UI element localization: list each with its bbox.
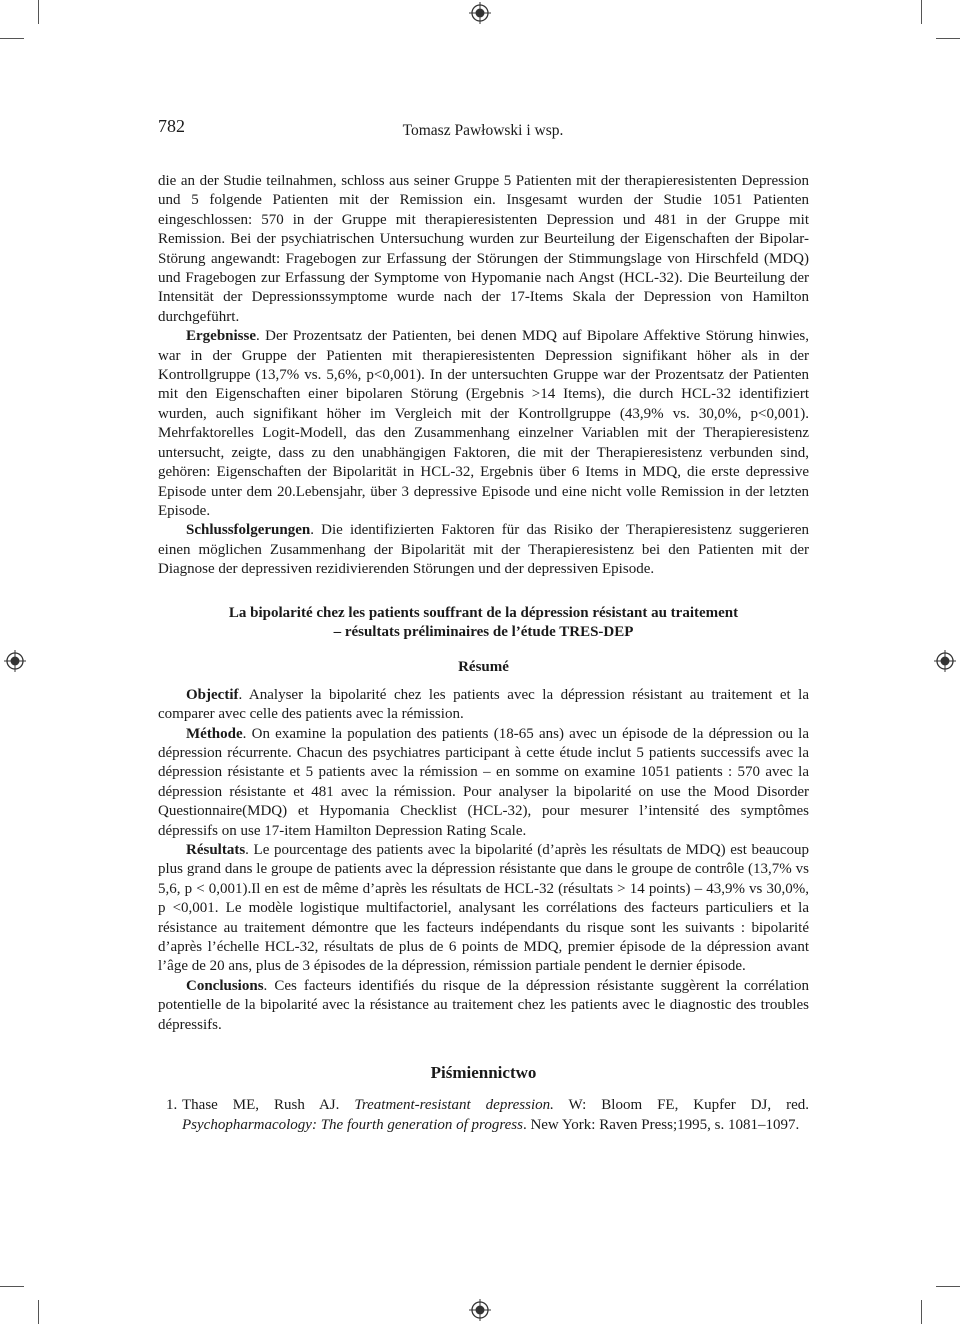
registration-target-icon <box>469 2 491 24</box>
title-line: – résultats préliminaires de l’étude TRES-DEP <box>333 623 634 640</box>
resume-heading: Résumé <box>458 659 509 676</box>
registration-target-icon <box>469 1299 491 1321</box>
registration-target-icon <box>934 650 956 672</box>
section-label: Résultats <box>186 842 246 858</box>
crop-mark <box>936 1286 960 1287</box>
german-paragraph-results <box>158 327 809 521</box>
references-list <box>158 1096 809 1135</box>
crop-mark <box>38 0 39 24</box>
crop-mark <box>921 1300 922 1324</box>
crop-mark <box>936 38 960 39</box>
crop-mark <box>38 1300 39 1324</box>
reference-publisher: . New York: Raven Press;1995, s. 1081–1097. <box>522 1116 800 1133</box>
section-label: Méthode <box>186 725 243 742</box>
reference-item <box>158 1096 809 1135</box>
section-label: Ergebnisse <box>186 328 257 345</box>
paragraph-text: . On examine la population des patients (18-65 ans) avec un épisode de la dépression ou la dépression récurrente. Chacun des psychiatres participant à cette étude inclut 5 patients successifs avec la dépression résistante et 5 patients avec la rémission – en somme on examine 1051 patients : 570 avec la dépression résistante et 481 avec la rémission. Pour analyser la bipolarité on use the Mood Disorder Questionnaire(MDQ) et Hypomania Checklist (HCL-32), pour mesurer l’intensité des symptômes dépressifs on use 17-item Hamilton Depression Rating Scale. <box>158 725 809 839</box>
french-paragraph-objectif <box>158 686 809 725</box>
section-label: Objectif <box>186 686 239 703</box>
section-label: Schlussfolgerungen <box>186 522 311 539</box>
reference-number: 1. <box>166 1097 178 1114</box>
reference-title: Treatment-resistant depression. <box>354 1097 554 1114</box>
paragraph-text: . Ces facteurs identifiés du risque de la dépression résistante suggèrent la corrélation potentielle de la bipolarité avec la résistance au traitement chez les patients avec le diagnostic des troubles dépressifs. <box>158 977 809 1033</box>
crop-mark <box>0 1286 24 1287</box>
section-label: Conclusions <box>186 977 264 994</box>
page-header <box>158 116 808 146</box>
crop-mark <box>921 0 922 24</box>
paragraph-text: . Le pourcentage des patients avec la bipolarité (d’après les résultats de MDQ) est beaucoup plus grand dans le groupe de patients avec la dépression résistante que dans le groupe de contrôle (13,7% vs 5,6, p < 0,001).Il en est de même d’après les résultats de HCL-32 (résultats > 14 points) – 43,9% vs 30,0%, p <0,001. Le modèle logistique multifactoriel, analysant les corrélations des facteurs particuliers et la résistance au traitement démontre que les facteurs indépendants du risque sont les suivants : bipolarité d’après l’échelle HCL-32, résultats de plus de 6 points de MDQ, premier épisode de la dépression avant l’âge de 20 ans, plus de 3 épisodes de la dépression, rémission partiale pendent le dernier épisode. <box>158 842 809 975</box>
crop-mark <box>0 38 24 39</box>
german-paragraph-conclusions <box>158 521 809 579</box>
reference-authors: Thase ME, Rush AJ. <box>182 1097 355 1114</box>
references-heading: Piśmiennictwo <box>430 1063 537 1083</box>
running-head: Tomasz Pawłowski i wsp. <box>402 122 564 139</box>
title-line: La bipolarité chez les patients souffrant de la dépression résistant au traitement <box>228 604 739 621</box>
french-paragraph-conclusions <box>158 977 809 1035</box>
page-number: 782 <box>158 116 185 136</box>
french-article-title <box>158 604 809 643</box>
paragraph-text: . Analyser la bipolarité chez les patients avec la dépression résistant au traitement et la comparer avec celle des patients avec la rémission. <box>158 686 809 723</box>
page-content <box>158 172 809 1135</box>
french-paragraph-methode <box>158 725 809 841</box>
german-paragraph-methods: die an der Studie teilnahmen, schloss aus seiner Gruppe 5 Patienten mit der therapieresistenten Depression und 5 folgende Patienten mit der Remission ein. Insgesamt wurden der Studie 1051 Patienten eingeschlossen: 570 in der Gruppe mit therapieresistenten Depression und 481 in der Gruppe mit Remission. Bei der psychiatrischen Untersuchung wurden zur Beurteilung der Eigenschaften der Bipolar-Störung angewandt: Fragebogen zur Erfassung der Störungen der Stimmungslage von Hirschfeld (MDQ) und Fragebogen zur Erfassung der Symptome von Hypomanie nach Angst (HCL-32). Die Beurteilung der Intensität der Depressionssymptome wurde nach der 17-Items Skala der Depression von Hamilton durchgeführt. <box>158 173 809 325</box>
paragraph-text: . Der Prozentsatz der Patienten, bei denen MDQ auf Bipolare Affektive Störung hinwies, war in der Gruppe der Patienten mit therapieresistenten Depression signifikant höher als in der Kontrollgruppe (13,7% vs. 5,6%, p<0,001). In der untersuchten Gruppe war der Prozentsatz der Patienten mit den Eigenschaften einer bipolaren Störung (Ergebnis >14 Items), die durch HCL-32 identifiziert wurden, auch signifikant höher im Vergleich mit der Kontrollgruppe (43,9% vs. 30,0%, p<0,001). Mehrfaktorelles Logit-Modell, das den Zusammenhang einzelner Variablen mit der Therapieresistenz untersucht, zeigte, dass zu den unabhängigen Faktoren, die mit der Therapieresistenz verbunden sind, gehören: Eigenschaften der Bipolarität in HCL-32, Ergebnis über 6 Items in MDQ, die erste depressive Episode unter dem 20.Lebensjahr, über 3 depressive Episode und eine nicht volle Remission in der letzten Episode. <box>158 328 809 519</box>
paragraph-text: . Die identifizierten Faktoren für das Risiko der Therapieresistenz suggerieren einen möglichen Zusammenhang der Bipolarität mit der Therapieresistenz bei den Patienten mit der Diagnose der depressiven rezidivierenden Störungen und der depressiven Episode. <box>158 522 809 578</box>
reference-book: Psychopharmacology: The fourth generation of progress <box>182 1116 523 1133</box>
reference-in: W: Bloom FE, Kupfer DJ, red. <box>553 1097 810 1114</box>
registration-target-icon <box>4 650 26 672</box>
french-paragraph-resultats <box>158 841 809 977</box>
